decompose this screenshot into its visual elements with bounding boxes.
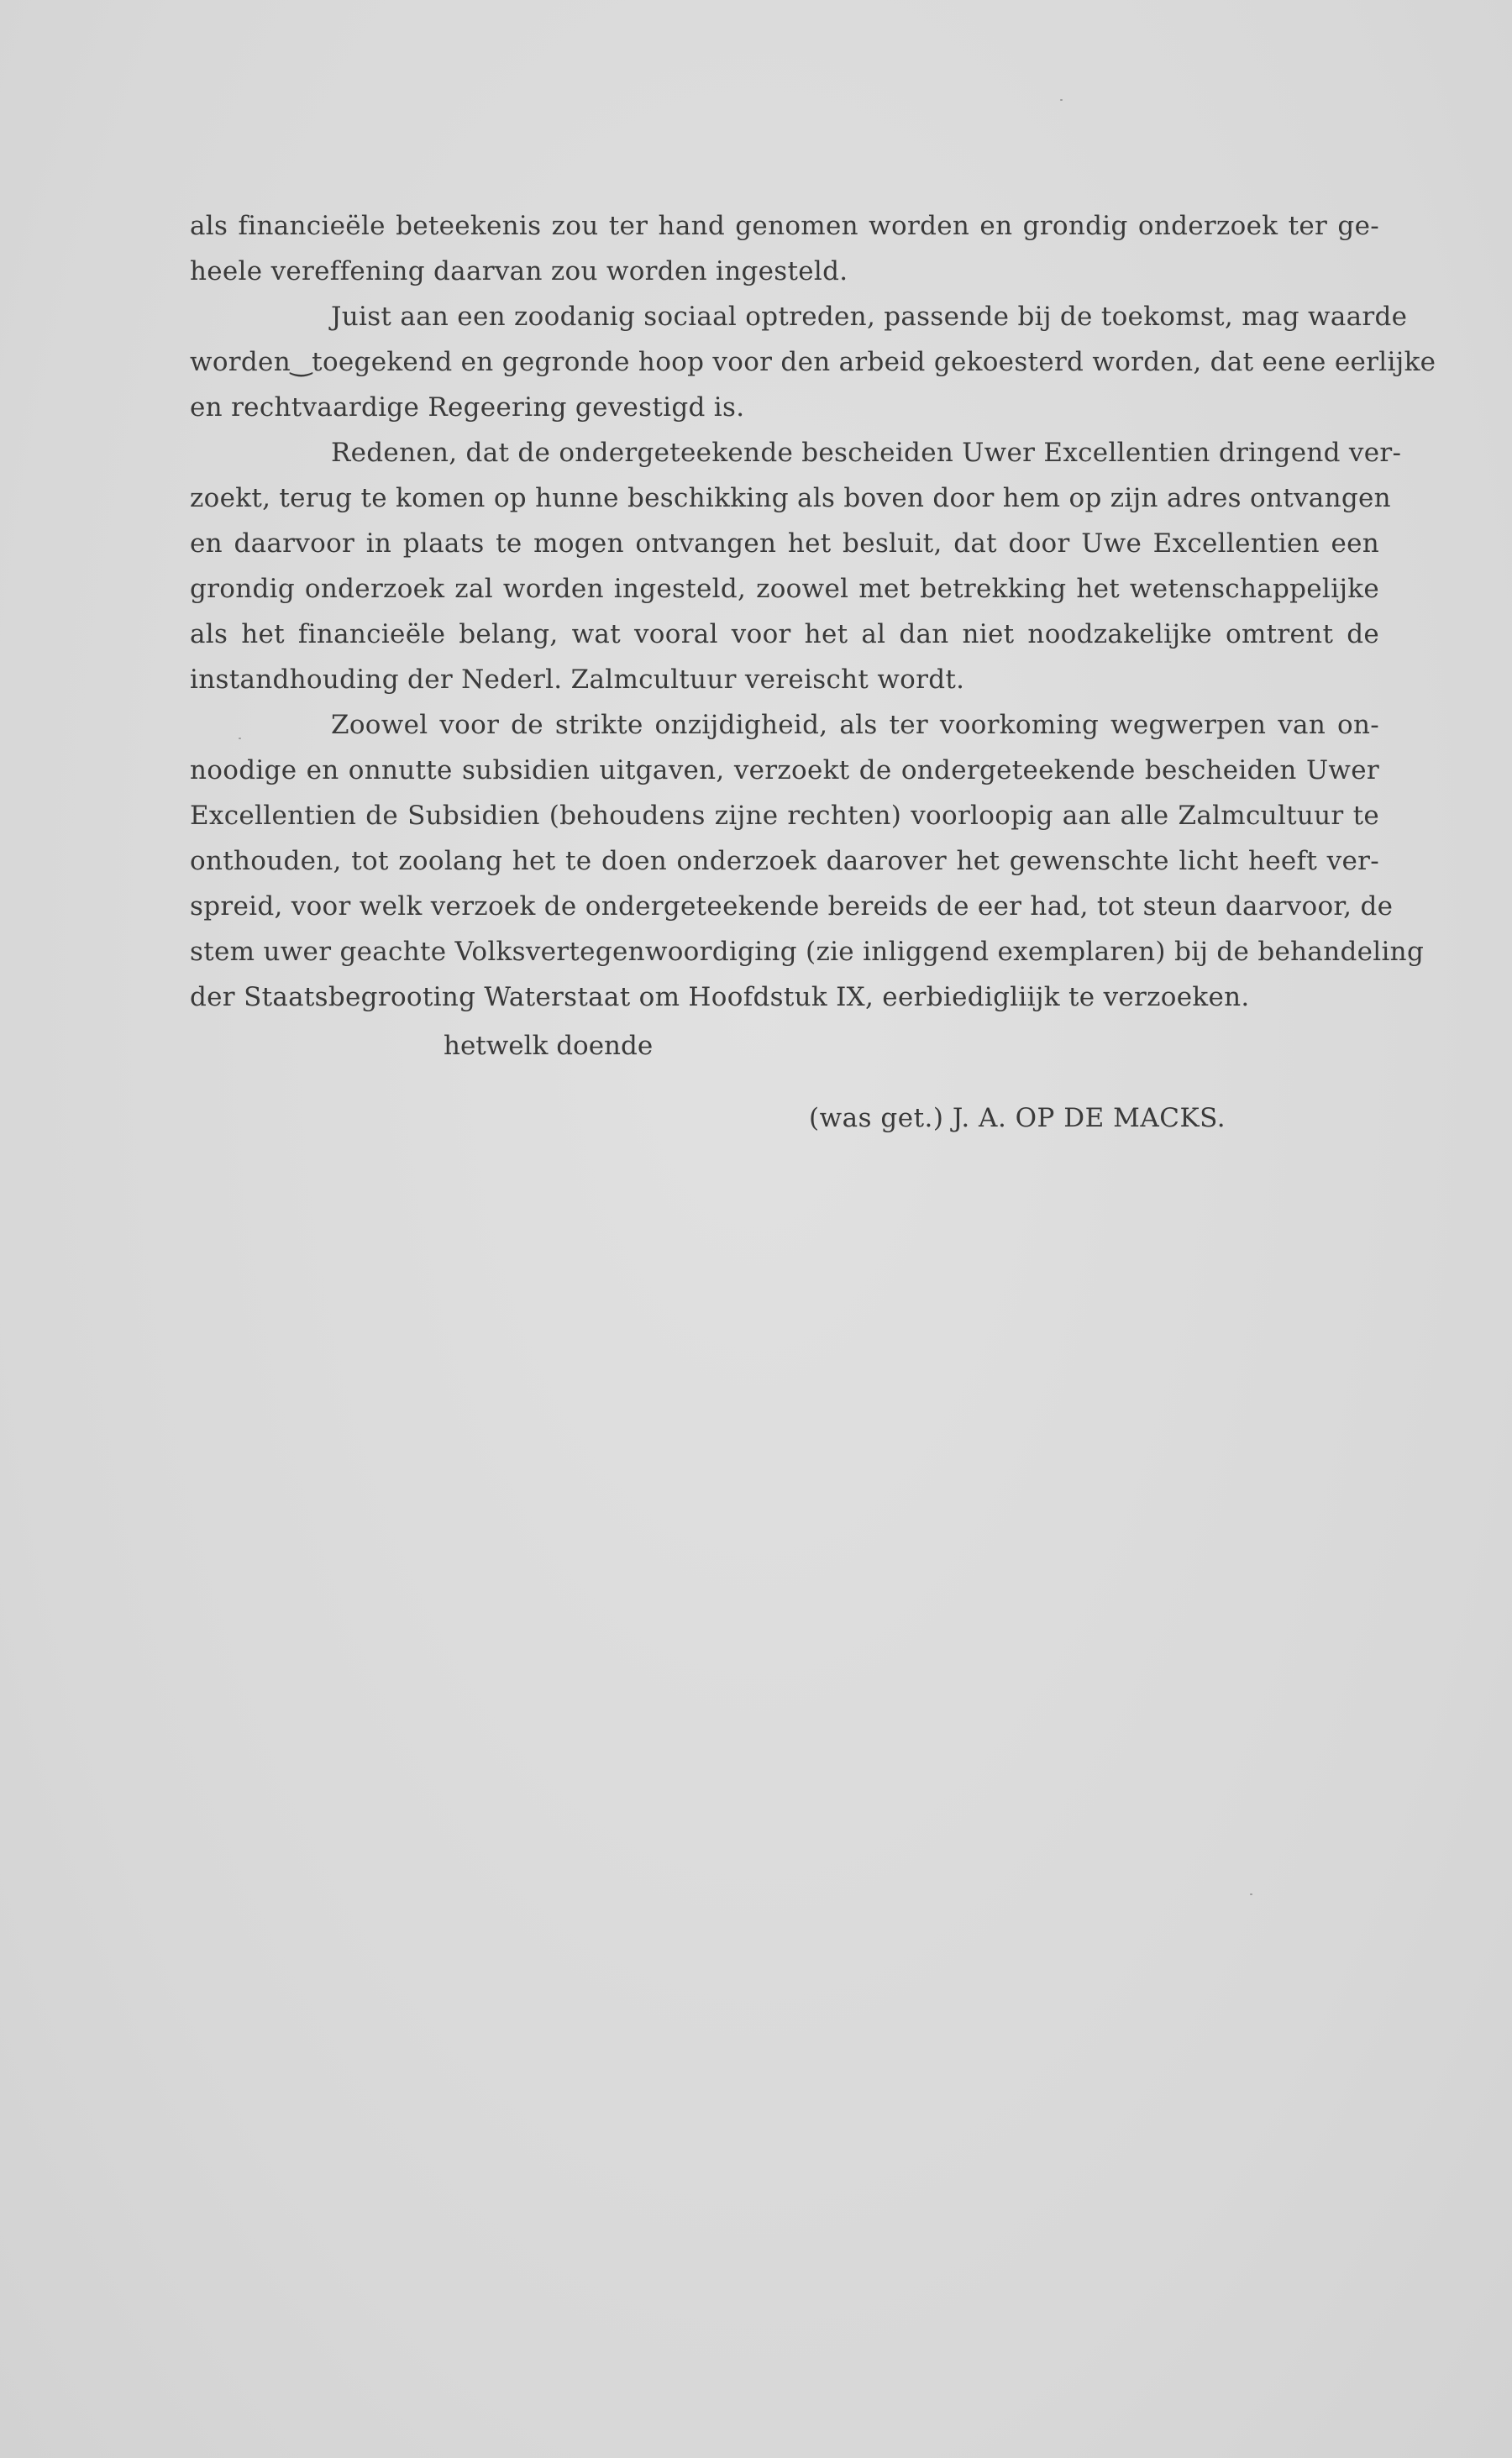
body-line: heele vereffening daarvan zou worden ingesteld. bbox=[190, 256, 848, 286]
letter-body bbox=[190, 203, 1436, 1020]
body-line: Excellentien de Subsidien (behoudens zijne rechten) voorloopig aan alle Zalmcultuur te bbox=[190, 801, 1379, 831]
body-line: stem uwer geachte Volksvertegenwoordiging (zie inliggend exemplaren) bij de behandeling bbox=[190, 937, 1425, 967]
body-line: instandhouding der Nederl. Zalmcultuur vereischt wordt. bbox=[190, 664, 965, 695]
body-line: noodige en onnutte subsidien uitgaven, verzoekt de ondergeteekende bescheiden Uwer bbox=[190, 755, 1379, 785]
body-line: worden‿toegekend en gegronde hoop voor den arbeid gekoesterd worden, dat eene eerlijke bbox=[190, 347, 1436, 377]
scan-speck bbox=[1060, 99, 1063, 101]
body-line: en daarvoor in plaats te mogen ontvangen het besluit, dat door Uwe Excellentien een bbox=[190, 528, 1379, 559]
body-line: onthouden, tot zoolang het te doen onderzoek daarover het gewenschte licht heeft ver- bbox=[190, 846, 1379, 876]
signature-line: (was get.) J. A. OP DE MACKS. bbox=[809, 1103, 1226, 1133]
body-line: als het financieële belang, wat vooral voor het al dan niet noodzakelijke omtrent de bbox=[190, 619, 1379, 649]
scan-speck bbox=[1250, 1893, 1252, 1895]
body-line: en rechtvaardige Regeering gevestigd is. bbox=[190, 392, 745, 423]
body-line: als financieële beteekenis zou ter hand genomen worden en grondig onderzoek ter ge- bbox=[190, 211, 1379, 241]
body-line: spreid, voor welk verzoek de ondergeteekende bereids de eer had, tot steun daarvoor, de bbox=[190, 891, 1394, 922]
scan-speck bbox=[239, 738, 241, 739]
body-line: der Staatsbegrooting Waterstaat om Hoofdstuk IX, eerbiedigliijk te verzoeken. bbox=[190, 982, 1250, 1012]
body-line: Redenen, dat de ondergeteekende bescheiden Uwer Excellentien dringend ver- bbox=[331, 438, 1402, 468]
body-line: Zoowel voor de strikte onzijdigheid, als ter voorkoming wegwerpen van on- bbox=[331, 710, 1379, 740]
closing-phrase: hetwelk doende bbox=[444, 1031, 654, 1061]
body-line: zoekt, terug te komen op hunne beschikking als boven door hem op zijn adres ontvangen bbox=[190, 483, 1391, 513]
body-line: Juist aan een zoodanig sociaal optreden, passende bij de toekomst, mag waarde bbox=[331, 302, 1408, 332]
body-line: grondig onderzoek zal worden ingesteld, zoowel met betrekking het wetenschappelijke bbox=[190, 574, 1379, 604]
